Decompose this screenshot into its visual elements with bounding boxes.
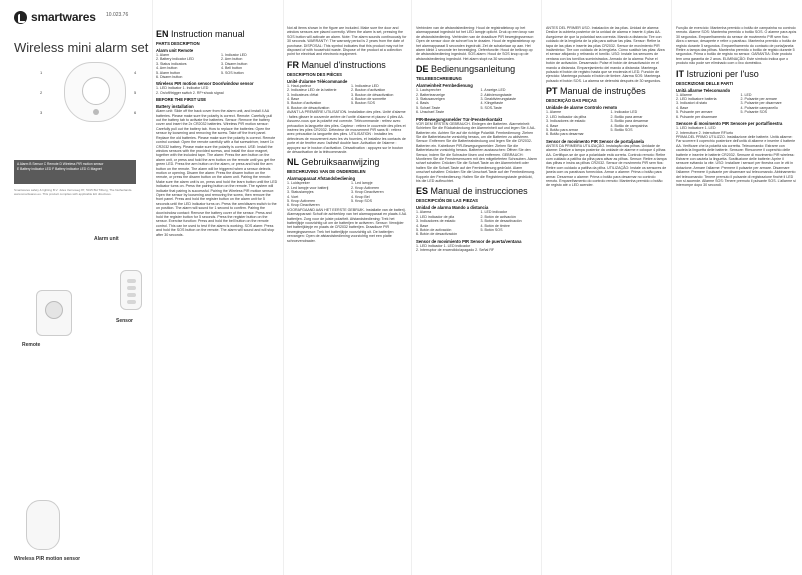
list-item: 6. Knop Deactiveren <box>287 203 320 208</box>
list-item: 4. Voet <box>287 194 299 199</box>
pt-code: PT <box>546 86 558 97</box>
list-item: 1. Anzeige-LED <box>480 88 506 93</box>
list-item: 4. Base <box>676 105 689 110</box>
list-item: 3. Statusanzeigen <box>416 97 445 102</box>
list-item: 2. Pulsante per armare <box>740 97 778 102</box>
pir-lens-icon <box>45 301 63 319</box>
callout-4: 4 <box>134 70 137 75</box>
fold-line <box>152 0 153 575</box>
callout-2: 2 <box>40 90 43 95</box>
brand-logo <box>14 10 96 24</box>
list-item: 2. Aktivierungstaste <box>480 92 512 97</box>
de-alarm-items <box>416 88 473 114</box>
de-code: DE <box>416 64 429 75</box>
list-item: 1. Indicateur LED <box>351 83 379 88</box>
alarm-speaker-icon <box>82 77 110 105</box>
fr-parts-list <box>287 84 407 110</box>
fr-parts-header: DESCRIPTION DES PIÈCES <box>287 71 342 77</box>
alarm-led-icon <box>93 109 99 115</box>
list-item: 4. Basis <box>416 101 429 106</box>
list-item: 2. Indicateur LED de la batterie <box>287 88 337 93</box>
list-item: 1. LED indicador <box>480 210 508 215</box>
nl-alarm-items <box>287 181 343 207</box>
de-parts-header: TEILEBESCHREIBUNG <box>416 76 462 82</box>
list-item: 4. Klingeltaste <box>480 101 504 106</box>
alarm-unit-label: Alarm unit <box>94 236 119 242</box>
fold-line <box>283 0 284 575</box>
list-item: 1. Lautsprecher <box>416 88 441 93</box>
list-item: 5. Bouton SOS <box>351 101 375 106</box>
nl-alarm-header: Alarmapparaat Afstandsbediening <box>287 176 356 182</box>
list-item: 1. LED indicador 1. LED indicador <box>416 243 471 248</box>
legend-line: E Battery indicator LED F Battery indicator LED G Magnet <box>17 166 102 171</box>
list-item: 3. Pulsante per disarmare <box>740 101 782 106</box>
fr-alarm-items <box>287 84 343 110</box>
en-heading <box>156 29 278 39</box>
list-item: 2. Interruptor de encendido/apagado 2. Señal RF <box>416 248 495 253</box>
list-item: 1. LED indicatore 1. LED <box>676 126 716 131</box>
de-remote-items <box>481 88 538 114</box>
list-item: 6. Botón de desactivación <box>416 232 458 237</box>
remote-button-icon <box>127 279 136 283</box>
list-item: 4. Pulsante campanello <box>740 105 778 110</box>
list-item: 6. Botão para desarmar <box>546 132 584 137</box>
list-item: 5. Alarm button <box>156 70 181 75</box>
en-title: Instruction manual <box>171 29 245 39</box>
nl-parts-header: BESCHRIJVING VAN DE ONDERDELEN <box>287 169 366 175</box>
list-item: 2. Bouton d'activation <box>351 88 386 93</box>
fold-line <box>671 0 672 575</box>
list-item: 2. Led lampje voor batterij <box>287 185 329 190</box>
pt-title: Manual de instruções <box>560 86 646 97</box>
sensor-label: Sensor <box>116 318 133 324</box>
column-it <box>676 26 797 571</box>
pir-unit-illustration <box>26 500 60 550</box>
list-item: 5. Botão SOS <box>610 127 633 132</box>
pt-alarm-items <box>546 110 603 136</box>
remote-button-icon <box>127 286 136 290</box>
it-title: Istruzioni per l'uso <box>686 68 759 79</box>
column-de-es <box>416 26 537 571</box>
list-item: 5. Botão para armar <box>546 127 578 132</box>
pt-body-text: ANTES DA PRIMEIRA UTILIZAÇÃO. Instalação das pilhas. Unidade de alarme: Deslize a tampa posterior da unidade de alarme e coloque 4 pilhas AA. Certifique-se de que a polaridade está correta. Controlo remoto: Retire com cuidado a patilha da pilha para ativar as pilhas. Sensor: Retire a tampa das pilhas e insira as pilhas CR2032. Sensor de movimento PIR sem fios: Retire com cuidado a patilha da pilha. UTILIZAÇÃO: Instale os sensores de janela com os parafusos fornecidos. Armar o alarme: Prima o botão para armar. Desarmar o alarme: Prima o botão para desarmar no controlo remoto. Emparelhamento do controlo remoto: Mantenha premido o botão de registo até o LED acender. <box>546 143 667 188</box>
list-item: 3. Disarm button <box>221 61 248 66</box>
list-item: 1. LED indicator 1. Indicator LED <box>156 86 209 91</box>
fold-line <box>411 0 412 575</box>
list-item: 2. Interruttore 2. Interruttore RF/urto <box>676 130 734 135</box>
list-item: 2. Batterieanzeige <box>416 92 445 97</box>
pt-sensor-header: Sensor de movimento PIR Sensor de porta/janela <box>546 138 644 144</box>
list-item: 2. Knop Activeren <box>351 185 380 190</box>
en-parts-header: PARTS DESCRIPTION <box>156 41 200 46</box>
nl-body-text: VOORAFGAAND AAN HET EERSTE GEBRUIK. Installatie van de batterij. Alarmapparaat: Schuif de achterklep van het alarmapparaat en plaats 4 AA batterijen. Zorg voor de juiste polariteit. Afstandsbediening: Trek het batterijlipje voorzichtig uit om de batterijen te activeren. Sensor: Verwijder het batterijklepje en plaats de CR2032 batterijen. Draadloze PIR bewegingssensor: Trek het batterijlipje voorzichtig uit. De batterijen vervangen: Open de afstandsbediening voorzichtig met een platte schroevendraaier. <box>287 207 407 243</box>
fr-remote-items <box>351 84 407 110</box>
alarm-unit-illustration <box>64 62 126 122</box>
fine-print: Smartwares safety & lighting B.V. Jules Verneweg 87, 5015 BH Tilburg, The Netherlands. www.smartwares.eu. This product complies with applicable EU directives. <box>14 188 133 196</box>
list-item: 1. Allarme <box>676 92 692 97</box>
list-item: 2. LED indicatore batteria <box>676 97 717 102</box>
list-item: 5. Botón de activación <box>416 228 452 232</box>
list-item: 1. Indicator LED <box>221 53 247 57</box>
de-parts-list <box>416 88 537 114</box>
list-item: 5. Knop SOS <box>351 198 372 203</box>
nl-code: NL <box>287 157 299 168</box>
nl-title: Gebruiksaanwijzing <box>301 157 380 168</box>
es-parts-header: DESCRIPCIÓN DE LAS PIEZAS <box>416 198 478 204</box>
it-heading <box>676 69 797 79</box>
legend-line: A Alarm B Sensor C Remote D Wireless PIR motion sensor <box>17 162 104 166</box>
list-item: 5. Botón SOS <box>480 228 503 232</box>
list-item: 3. Indicatori di stato <box>676 101 708 106</box>
list-item: 1. LED <box>740 92 752 97</box>
brand-mark-icon <box>14 11 27 24</box>
remote-label: Remote <box>22 342 41 348</box>
de-title: Bedienungsanleitung <box>431 64 516 75</box>
list-item: 4. Arm button <box>156 66 178 71</box>
list-item: 1. Indicador LED <box>610 110 638 115</box>
list-item: 3. Botão para desarmar <box>610 119 649 124</box>
pt-remote-items <box>611 110 668 136</box>
list-item: 3. Indicadores de estado <box>546 119 586 124</box>
list-item: 2. Botão para armar <box>610 114 643 119</box>
list-item: 5. SOS-Taste <box>480 105 502 110</box>
pt-continued-text: Função de exercício: Mantenha premido o botão de campainha no controlo remoto. Alarme SOS: Mantenha premido o botão SOS. O alarme para após 30 segundos. Emparelhamento do sensor de movimento PIR sem fios: Abra o sensor, desaperte e retire o parafuso. Mantenha premido o botão de registo durante 5 segundos. Emparelhamento do contacto de porta/janela: Retire a tampa das pilhas. Mantenha premido o botão de registo durante 5 segundos. Prima o botão de registo no sensor. GARANTIA: Este produto tem uma garantia de 2 anos. ELIMINAÇÃO: Este símbolo indica que o produto não pode ser eliminado com o lixo doméstico. <box>676 26 797 66</box>
it-alarm-items <box>676 93 733 119</box>
callout-6: 6 <box>134 110 137 115</box>
list-item: 4. Botón de timbre <box>480 223 510 228</box>
list-item: 2. Arm button <box>221 57 243 62</box>
en-parts-list <box>156 53 278 79</box>
list-item: 1. Led lampje <box>351 181 373 186</box>
list-item: 2. Battery indicator LED <box>156 57 194 62</box>
de-alarm-header: Alarmeinheit Fernbedienung <box>416 83 473 89</box>
list-item: 6. Disarm button <box>156 75 183 80</box>
es-parts-list <box>416 210 537 236</box>
en-before-header: BEFORE THE FIRST USE <box>156 97 207 103</box>
list-item: 4. Base <box>546 123 559 128</box>
es-sensor-header: Sensor de movimiento PIR Sensor de puerta/ventana <box>416 238 522 244</box>
document-title: Wireless mini alarm set <box>14 40 149 55</box>
nl-parts-list <box>287 181 407 207</box>
list-item: 5. SOS button <box>221 70 244 75</box>
fr-body-text: AVANT LA PREMIÈRE UTILISATION. Installation des piles. Unité d'alarme : faites glisser le couvercle arrière de l'unité d'alarme et placez 4 piles AA. Assurez-vous que la polarité est correcte. Télécommande : retirez avec précaution la languette des piles. Capteur : retirez le couvercle des piles et insérez les piles CR2032. Détecteur de mouvement PIR sans fil : retirez avec précaution la languette des piles. UTILISATION : Installez les détecteurs de mouvement avec les vis fournies, et installez les contacts de porte et de fenêtre avec l'adhésif double face. Activation de l'alarme : appuyez sur le bouton d'activation. Désactivation : appuyez sur le bouton de désactivation de la télécommande. <box>287 110 406 154</box>
en-continued-text: Not all items shown in the figure are included. Make sure the door and window sensors are placed correctly. When the alarm is set, pressing the SOS button will activate an alarm. Note: The alarm sounds continuously for 30 seconds. WARRANTY: The warranty period is 2 years from the date of purchase. DISPOSAL: This symbol indicates that this product may not be disposed of with household waste. Dispose of the product at a collection point for electrical and electronic equipment. <box>287 26 407 57</box>
en-remote-items <box>221 53 278 79</box>
list-item: 5. Pulsante SOS <box>740 110 768 115</box>
remote-illustration <box>120 270 142 310</box>
es-continued-text: ANTES DEL PRIMER USO. Instalación de las pilas. Unidad de alarma: Deslice la cubierta posterior de la unidad de alarma e inserte 4 pilas AA. Asegúrese de que la polaridad sea correcta. Mando a distancia: Tire con cuidado de la lengüeta de la pila para activar las pilas. Sensor: Retire la tapa de las pilas e inserte las pilas CR2032. Sensor de movimiento PIR inalámbrico: Tire con cuidado de la lengüeta. Cómo sustituir las pilas: Abra el sensor aflojando y retirando el tornillo. USO: Instale los sensores de ventana con los tornillos suministrados. Armado de la alarma: Pulse el botón de activación. Desarmado: Pulse el botón de desactivación en el mando a distancia. Emparejamiento del mando a distancia: Mantenga pulsado el botón de registro hasta que se encienda el LED. Función de ejercicio: Mantenga pulsado el botón de timbre. Alarma SOS: Mantenga pulsado el botón SOS. La alarma se detendrá después de 30 segundos. <box>546 26 665 83</box>
list-item: 3. Knop Deactiveren <box>351 190 384 195</box>
list-item: 5. Pulsante per armare <box>676 110 713 115</box>
es-code: ES <box>416 186 429 197</box>
list-item: 1. Alarma <box>416 210 432 215</box>
list-item: 4. Knop Bel <box>351 194 370 199</box>
list-item: 2. Botón de activación <box>480 214 516 219</box>
pt-parts-header: DESCRIÇÃO DAS PEÇAS <box>546 98 597 104</box>
list-item: 5. Scharf-Taste <box>416 105 441 110</box>
list-item: 3. Indicadores de estado <box>416 219 456 224</box>
en-sensor-header: Wireless PIR motion sensor Door/window sensor <box>156 81 254 87</box>
list-item: 4. Bouton de sonnette <box>351 97 387 102</box>
list-item: 1. Haut-parleur <box>287 83 311 88</box>
en-alarm-header: Alarm unit Remote <box>156 48 194 53</box>
it-alarm-header: Unità allarme Telecomando <box>676 87 731 93</box>
list-item: 5. Bouton d'activation <box>287 101 322 106</box>
it-sensor-header: Sensore di movimento PIR Sensore per porta/finestra <box>676 121 783 127</box>
list-item: 3. Bouton de désactivation <box>351 92 394 97</box>
fr-title: Manuel d'instructions <box>301 59 386 70</box>
es-heading <box>416 186 537 196</box>
list-item: 2. LED indicador da pilha <box>546 114 587 119</box>
it-remote-items <box>741 93 798 119</box>
list-item: 3. Botón de desactivación <box>480 219 522 224</box>
es-alarm-header: Unidad de alarma Mando a distancia <box>416 205 489 211</box>
en-battery-header: Battery installation <box>156 104 194 110</box>
pir-sensor-illustration <box>36 290 72 336</box>
it-parts-header: DESCRIZIONE DELLE PARTI <box>676 80 733 86</box>
fr-code: FR <box>287 59 299 70</box>
es-alarm-items <box>416 210 473 236</box>
callout-5: 5 <box>134 90 137 95</box>
en-alarm-items <box>156 53 213 79</box>
column-en <box>156 26 278 571</box>
list-item: 3. Status indicators <box>156 61 187 66</box>
list-item: 1. Alarm <box>156 53 170 57</box>
list-item: 6. Unscharf-Taste <box>416 110 445 115</box>
es-title: Manual de instrucciones <box>430 186 528 197</box>
it-code: IT <box>676 68 684 79</box>
fr-heading <box>287 60 407 70</box>
wireless-pir-label: Wireless PIR motion sensor <box>14 556 81 562</box>
list-item: 4. Base <box>287 97 300 102</box>
nl-continued-text: Verbinden van de afstandsbediening: Houd de registratieknop op het alarmapparaat ingedrukt tot het LED lampje oplicht. Druk op een knop van de afstandsbediening. Verbinden van de draadloze PIR bewegingssensor: Open de sensor door de schroef los te draaien. Houd de registratieknop op het alarmapparaat 5 seconden ingedrukt. Zet de schakelaar op aan. Het alarm klinkt 1 seconde ter bevestiging. Oefenfunctie: Houd de belknop op de afstandsbediening ingedrukt. SOS alarm: Houd de SOS knop op de afstandsbediening ingedrukt. Het alarm stopt na 30 seconden. <box>416 26 536 61</box>
list-item: 1. Alarme <box>546 110 562 115</box>
parts-legend <box>14 160 136 184</box>
list-item: 5. Knop Activeren <box>287 198 316 203</box>
pt-alarm-header: Unidade de alarme Controlo remoto <box>546 105 618 111</box>
pt-parts-list <box>546 110 667 136</box>
fr-alarm-header: Unité d'alarme Télécommande <box>287 78 348 84</box>
pt-heading <box>546 86 667 96</box>
list-item: 3. Deaktivierungstaste <box>480 97 517 102</box>
nl-remote-items <box>351 181 407 207</box>
de-sensor-header: PIR-Bewegungsmelder Tür-/Fensterkontakt <box>416 116 503 122</box>
callout-1: 1 <box>40 70 43 75</box>
remote-button-icon <box>127 293 136 297</box>
list-item: 6. Pulsante per disarmare <box>676 114 718 119</box>
sku-number: 10.023.76 <box>106 12 129 18</box>
fold-line <box>541 0 542 575</box>
it-parts-list <box>676 93 797 119</box>
nl-heading <box>287 157 407 167</box>
brand-name: smartwares <box>31 10 96 24</box>
list-item: 1. Luidspreker <box>287 181 310 186</box>
list-item: 2. LED indicador de pila <box>416 214 455 219</box>
callout-3: 3 <box>40 110 43 115</box>
remote-button-icon <box>127 300 136 304</box>
list-item: 6. Bouton de désactivation <box>287 105 330 110</box>
list-item: 2. On/off/trigger switch 2. RF+shock signal <box>156 90 224 95</box>
list-item: 3. Statuslampjes <box>287 190 314 195</box>
list-item: 3. Indicateurs d'état <box>287 92 319 97</box>
en-code: EN <box>156 29 169 39</box>
de-heading <box>416 64 537 74</box>
list-item: 4. Base <box>416 223 429 228</box>
column-pt <box>546 26 667 571</box>
en-body-text: Alarm unit: Slide off the back cover from the alarm unit, and install 4 AA batteries. Please make sure the polarity is correct. Remote: Carefully pull out the battery tab to activate the batteries. Sensor: Remove the battery cover and insert the 2x CR2032 batteries. Wireless PIR motion sensor: Carefully pull out the battery tab. How to replace the batteries: Open the sensor by loosening and removing the screw. Take off the front panel. Replace the old batteries. Please make sure the polarity is correct. Remote control contact: Open the remote carefully with a flat screwdriver, insert 1x CR2032 battery. Please make sure the polarity is correct. USE: Install the window sensors with the provided screws, and install the door magnet, together with the included tape. The alarm: Press the arm button on the alarm unit, or press and hold the arm button on the remote until you get the green LED. Press the arm button on the alarm, or press and hold the arm button on the remote. The alarm will be triggered when a sensor detects motion or opening. Disarm the alarm: Press the disarm button on the remote, or press the disarm button on the alarm unit. Pairing the remote: Make sure the alarm unit is on, press and hold the learn button until the LED indicator turns on. Press the pairing button on the remote. The system will indicate that pairing is successful. Pairing the Wireless PIR motion sensor: Open the sensor by loosening and removing the screw, then remove the front panel. Press and hold the register button on the alarm unit for 5 seconds until the LED indicator turns on. Press the arm/disarm switch to the on position. The alarm will sound for 1 second to confirm. Pairing the door/window contact: Remove the battery cover of the sensor. Press and hold the register button for 5 seconds. Press the register button on the sensor. Exercise function: Press and hold the bell button on the remote control. This can be used to test if the alarm is working. SOS alarm: Press and hold the SOS button on the remote. The alarm will sound and will stop after 30 seconds. <box>156 109 278 237</box>
column-fr-nl <box>287 26 407 571</box>
es-remote-items <box>481 210 538 236</box>
list-item: 4. Bell button <box>221 66 242 71</box>
it-body-text: PRIMA DEL PRIMO UTILIZZO. Installazione delle batterie. Unità allarme: Far scorrere il coperchio posteriore dell'unità di allarme e inserire 4 batterie AA. Verificare che la polarità sia corretta. Telecomando: Estrarre con cautela la linguetta delle batterie. Sensore: Rimuovere il coperchio delle batterie e inserire le batterie CR2032. Sensore di movimento PIR wireless: Estrarre con cautela la linguetta. Sostituzione delle batterie: Aprire il sensore svitando la vite. USO: Installare i sensori per finestra con le viti in dotazione. Armare l'allarme: Premere il pulsante per armare. Disarmare l'allarme: Premere il pulsante per disarmare sul telecomando. Abbinamento del telecomando: Tenere premuto il pulsante di registrazione finché il LED non si accende. Allarme SOS: Tenere premuto il pulsante SOS. L'allarme si interrompe dopo 30 secondi. <box>676 134 796 188</box>
de-body-text: VOR DEM ERSTEN GEBRAUCH. Einlegen der Batterien. Alarmeinheit: Schieben Sie die Rückabdeckung der Alarmeinheit auf und legen Sie 4 AA-Batterien ein. Achten Sie auf die richtige Polarität. Fernbedienung: Ziehen Sie die Batterielasche vorsichtig heraus, um die Batterien zu aktivieren. Sensor: Entfernen Sie die Batterieabdeckung und legen Sie die CR2032-Batterien ein. Kabelloser PIR-Bewegungsmelder: Ziehen Sie die Batterielasche vorsichtig heraus. Batterien austauschen: Öffnen Sie den Sensor, indem Sie die Schraube lösen und entfernen. GEBRAUCH: Montieren Sie die Fenstersensoren mit den mitgelieferten Schrauben. Alarm scharf schalten: Drücken Sie die Scharf-Taste an der Alarmeinheit oder halten Sie die Scharf-Taste auf der Fernbedienung gedrückt. Alarm unscharf schalten: Drücken Sie die Unscharf-Taste auf der Fernbedienung. Koppeln der Fernbedienung: Halten Sie die Registrierungstaste gedrückt, bis die LED aufleuchtet. <box>416 121 537 183</box>
list-item: 4. Botão de campainha <box>610 123 648 128</box>
